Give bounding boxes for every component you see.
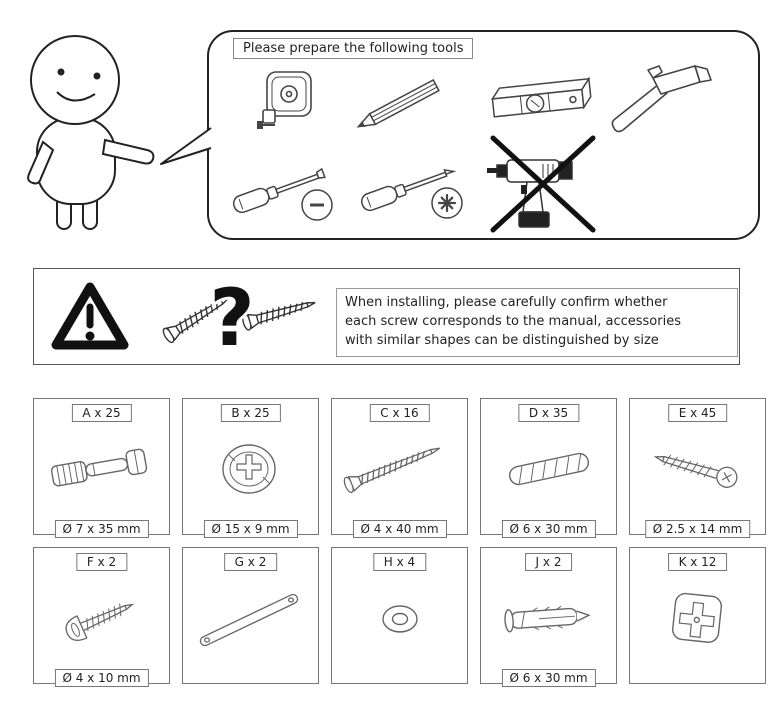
part-label: K x 12 [668, 553, 728, 571]
slotted-screwdriver-icon [229, 150, 344, 222]
part-label: C x 16 [369, 404, 429, 422]
part-box-g [182, 547, 319, 684]
tape-measure-icon [255, 68, 317, 132]
warning-triangle-icon [50, 280, 130, 354]
part-label: A x 25 [71, 404, 131, 422]
part-size: Ø 15 x 9 mm [203, 520, 297, 538]
warning-section [33, 268, 740, 365]
mascot-figure-icon [5, 22, 180, 237]
part-box-e [629, 398, 766, 535]
part-label: B x 25 [220, 404, 280, 422]
cross-cam-icon [636, 583, 760, 653]
warning-text-line: When installing, please carefully confirm whether [345, 295, 668, 310]
part-size: Ø 6 x 30 mm [501, 520, 595, 538]
tools-title: Please prepare the following tools [233, 38, 473, 59]
part-size: Ø 2.5 x 14 mm [645, 520, 751, 538]
part-label: E x 45 [668, 404, 728, 422]
part-box-c [331, 398, 468, 535]
part-box-j [480, 547, 617, 684]
wall-plug-icon [487, 583, 611, 653]
flat-bracket-icon [189, 583, 313, 653]
no-power-drill-icon [485, 132, 600, 236]
parts-grid [33, 398, 766, 684]
part-box-b [182, 398, 319, 535]
part-size: Ø 4 x 40 mm [352, 520, 446, 538]
small-screw-icon [636, 434, 760, 504]
warning-text-line: each screw corresponds to the manual, accessories [345, 313, 681, 329]
part-label: F x 2 [76, 553, 127, 571]
speech-bubble [207, 30, 760, 240]
part-size: Ø 6 x 30 mm [501, 669, 595, 687]
washer-icon [338, 583, 462, 653]
question-mark-glyph: ? [209, 274, 255, 363]
cam-lock-icon [189, 434, 313, 504]
part-label: D x 35 [518, 404, 579, 422]
part-label: G x 2 [224, 553, 278, 571]
hammer-icon [601, 56, 716, 136]
cam-bolt-icon [40, 434, 164, 504]
part-box-d [480, 398, 617, 535]
pencil-icon [349, 74, 449, 136]
part-box-f [33, 547, 170, 684]
part-label: H x 4 [373, 553, 426, 571]
warning-text-line: with similar shapes can be distinguished by size [345, 332, 659, 348]
wooden-dowel-icon [487, 434, 611, 504]
phillips-screwdriver-icon [357, 148, 472, 220]
speech-bubble-tail [156, 126, 212, 174]
long-screw-icon [338, 434, 462, 504]
spirit-level-icon [485, 64, 595, 134]
screws-question-icon [156, 271, 321, 363]
part-size: Ø 7 x 35 mm [54, 520, 148, 538]
part-box-k [629, 547, 766, 684]
part-label: J x 2 [525, 553, 573, 571]
part-box-a [33, 398, 170, 535]
pan-head-screw-icon [40, 583, 164, 653]
part-box-h [331, 547, 468, 684]
warning-text [336, 288, 738, 357]
part-size: Ø 4 x 10 mm [54, 669, 148, 687]
